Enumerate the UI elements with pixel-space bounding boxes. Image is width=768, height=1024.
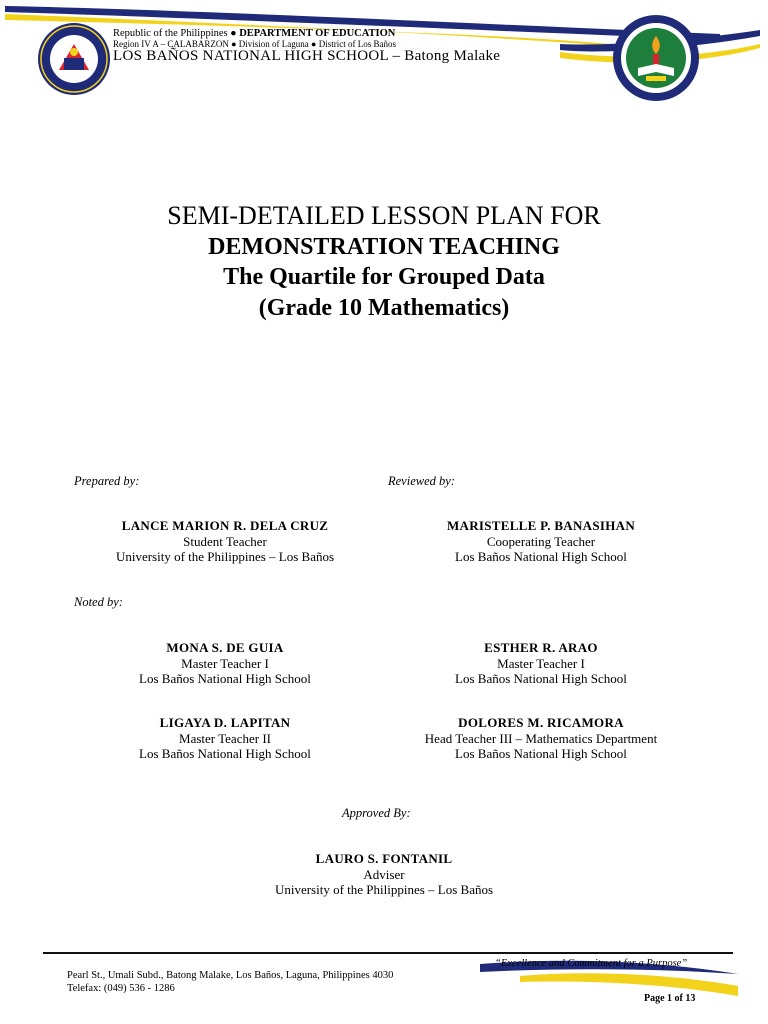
title-topic: The Quartile for Grouped Data — [223, 264, 545, 290]
noted-person-org: Los Baños National High School — [139, 746, 311, 761]
noted-person-block — [75, 640, 375, 687]
reviewer-position: Cooperating Teacher — [486, 533, 596, 549]
preparer-block — [75, 518, 375, 565]
noted-person-name: LIGAYA D. LAPITAN — [159, 715, 291, 730]
deped-seal-icon — [37, 22, 111, 96]
noted-person-org: Los Baños National High School — [455, 746, 627, 761]
header-region-line: Region IV A – CALABARZON ● Division of Laguna ● District of Los Baños — [113, 39, 396, 49]
noted-person-position: Master Teacher II — [179, 730, 271, 746]
preparer-org: University of the Philippines – Los Baños — [115, 549, 335, 564]
noted-person-block — [391, 715, 691, 762]
title-line-1: SEMI-DETAILED LESSON PLAN FOR — [167, 201, 601, 230]
noted-person-block — [75, 715, 375, 762]
letterhead — [0, 0, 768, 100]
noted-by-label: Noted by: — [74, 595, 123, 609]
noted-person-position: Master Teacher I — [181, 655, 269, 671]
noted-person-org: Los Baños National High School — [455, 671, 627, 686]
footer-motto: “Excellence and Commitment for a Purpose” — [495, 958, 688, 969]
noted-person-name: DOLORES M. RICAMORA — [458, 715, 624, 730]
approver-org: University of the Philippines – Los Baños — [274, 882, 494, 897]
reviewer-name: MARISTELLE P. BANASIHAN — [446, 518, 636, 533]
footer-address-block — [67, 969, 393, 995]
preparer-position: Student Teacher — [183, 533, 267, 549]
noted-person-name: MONA S. DE GUIA — [166, 640, 284, 655]
footer-address: Pearl St., Umali Subd., Batong Malake, Los Baños, Laguna, Philippines 4030 — [67, 970, 394, 981]
header-school-name: LOS BAÑOS NATIONAL HIGH SCHOOL – Batong Malake — [113, 48, 501, 64]
document-title-block — [0, 200, 768, 324]
lbnhs-seal-icon — [612, 14, 700, 102]
title-line-2: DEMONSTRATION TEACHING — [208, 234, 560, 260]
noted-person-block — [391, 640, 691, 687]
noted-person-name: ESTHER R. ARAO — [484, 640, 598, 655]
title-grade: (Grade 10 Mathematics) — [258, 295, 510, 321]
header-dept-name: DEPARTMENT OF EDUCATION — [239, 28, 396, 39]
prepared-by-label: Prepared by: — [74, 474, 140, 488]
reviewer-block — [391, 518, 691, 565]
reviewed-by-label: Reviewed by: — [388, 474, 455, 488]
header-republic-line: Republic of the Philippines ● DEPARTMENT OF EDUCATION — [113, 28, 396, 39]
approver-name: LAURO S. FONTANIL — [315, 851, 453, 866]
noted-person-position: Head Teacher III – Mathematics Department — [424, 730, 658, 746]
page-current: 1 — [667, 993, 673, 1004]
noted-person-org: Los Baños National High School — [139, 671, 311, 686]
page-total: 13 — [685, 993, 696, 1004]
footer-telefax: Telefax: (049) 536 - 1286 — [67, 983, 175, 994]
reviewer-org: Los Baños National High School — [455, 549, 627, 564]
approved-by-label: Approved By: — [342, 806, 411, 820]
page-number: Page 1 of 13 — [644, 993, 696, 1004]
preparer-name: LANCE MARION R. DELA CRUZ — [121, 518, 329, 533]
approver-position: Adviser — [363, 866, 405, 882]
approver-block — [234, 851, 534, 898]
noted-person-position: Master Teacher I — [497, 655, 585, 671]
